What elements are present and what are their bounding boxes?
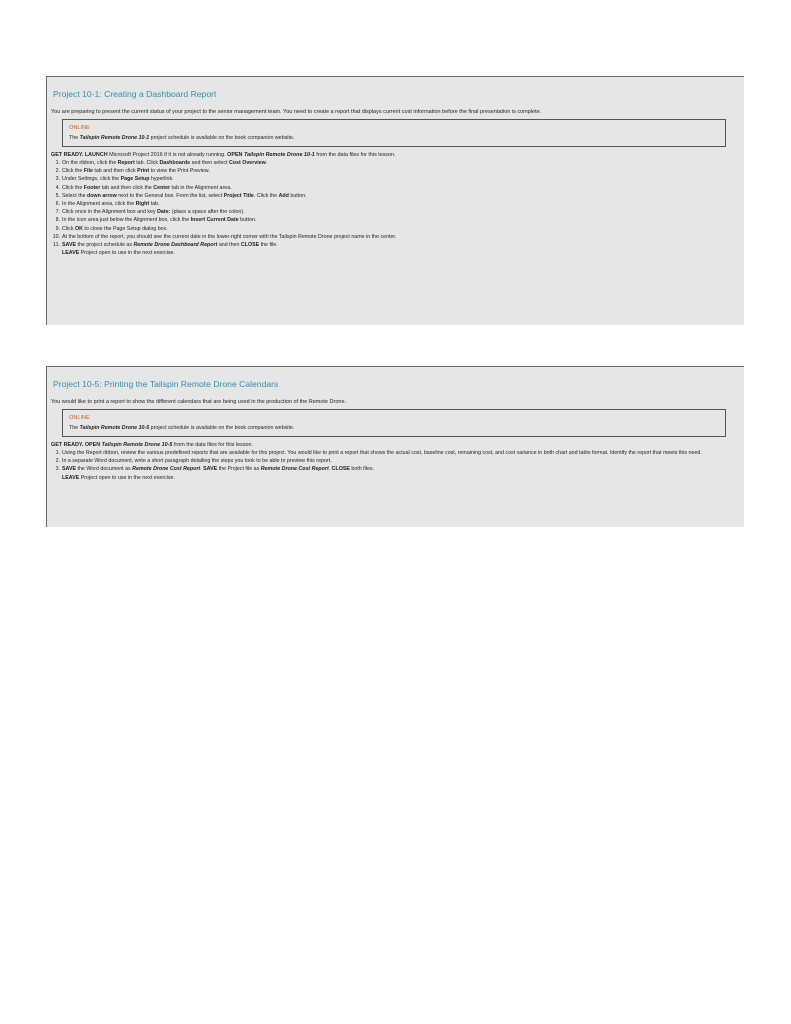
step-text — [62, 200, 738, 208]
project-10-1-section — [46, 76, 744, 325]
step-text-part: At the bottom of the report, you should see the current date in the lower-right corner with the Tailspin Remote Drone project name in the center. — [62, 233, 397, 240]
step-text-part: both files. — [349, 466, 375, 473]
step-number: 7. — [55, 209, 60, 216]
step-text-part: and then — [217, 242, 241, 249]
step-item — [51, 208, 738, 216]
step-text — [62, 457, 738, 465]
step-number: 9. — [55, 225, 60, 232]
step-text-part: next to the General box. From the list, select — [116, 192, 224, 199]
step-text-part: Click the — [62, 184, 84, 191]
leave-keyword: LEAVE — [62, 250, 80, 257]
step-item — [51, 241, 738, 249]
step-number: 11. — [53, 242, 60, 249]
step-number: 6. — [55, 201, 60, 208]
steps-list — [51, 159, 738, 249]
online-text-post: project schedule is available on the book companion website. — [149, 135, 295, 141]
step-text — [62, 175, 738, 183]
step-text — [62, 216, 738, 224]
step-number: 1. — [55, 450, 60, 456]
step-bold-term: File — [83, 168, 93, 175]
step-bold-term: Report — [117, 160, 135, 166]
step-text-part: and then select — [190, 160, 229, 166]
step-text-part: In a separate Word document, write a short paragraph detailing the steps you took to be able to preview this report. — [62, 458, 332, 465]
step-item — [51, 225, 738, 233]
step-item — [51, 233, 738, 241]
step-bold-term: Print — [137, 168, 150, 175]
get-ready-open: GET READY. OPEN — [51, 442, 101, 448]
step-item — [51, 175, 738, 183]
get-ready-text: Microsoft Project 2016 if it is not already running. — [107, 152, 228, 158]
step-text-part: the project schedule as — [76, 242, 134, 249]
step-number: 5. — [55, 192, 60, 199]
project-10-5-section — [46, 366, 744, 527]
step-bold-term: SAVE — [62, 466, 77, 473]
step-file-name: Remote Drone Dashboard Report — [133, 242, 218, 249]
online-callout — [62, 119, 726, 147]
steps-list — [51, 449, 738, 474]
get-ready-launch: GET READY. LAUNCH — [51, 152, 108, 158]
step-bold-term: Add — [278, 192, 289, 199]
step-text-part: hyperlink. — [149, 176, 174, 183]
get-ready-file-name: Tailspin Remote Drone 10-1 — [243, 152, 315, 158]
step-text-part: to close the Page Setup dialog box. — [82, 225, 168, 232]
step-text — [62, 233, 738, 241]
step-text-part: button. — [238, 217, 257, 224]
step-text — [62, 241, 738, 249]
step-text-part: to view the Print Preview. — [149, 168, 210, 175]
online-file-name: Tailspin Remote Drone 10-5 — [79, 425, 150, 431]
leave-instruction — [62, 249, 738, 257]
step-bold-term: Center — [153, 184, 171, 191]
online-file-name: Tailspin Remote Drone 10-1 — [79, 135, 150, 141]
step-text-part: On the ribbon, click the — [62, 160, 118, 166]
step-item — [51, 192, 738, 200]
step-item — [51, 216, 738, 224]
step-number: 3. — [55, 466, 60, 473]
step-number: 10. — [52, 233, 60, 240]
step-text — [62, 159, 738, 167]
get-ready-file-name: Tailspin Remote Drone 10-5 — [101, 442, 173, 448]
leave-text: Project open to use in the next exercise. — [79, 250, 175, 257]
step-text-part: the Project file as — [217, 466, 261, 473]
step-text — [62, 208, 738, 216]
step-text — [62, 465, 738, 473]
project-intro: You are preparing to present the current status of your project to the senior management team. You need to create a report that displays current cost information before the final presentation is complete. — [51, 109, 542, 115]
online-text — [69, 133, 719, 143]
step-text — [62, 184, 738, 192]
step-text-part: In the icon area just below the Alignment box, click the — [62, 217, 191, 224]
online-label: ONLINE — [69, 125, 90, 131]
step-bold-term: Page Setup — [120, 176, 150, 183]
step-text-part: Click once in the Alignment box and key — [62, 209, 158, 216]
online-text — [69, 423, 719, 433]
step-bold-term: Cost Overview — [228, 160, 266, 166]
online-text-pre: The — [69, 135, 80, 141]
step-number: 8. — [55, 217, 60, 224]
step-bold-term: OK — [74, 225, 83, 232]
step-text-part: tab. — [149, 201, 160, 208]
step-item — [51, 159, 738, 167]
online-label: ONLINE — [69, 415, 90, 421]
step-text-part: . Click the — [253, 192, 279, 199]
step-bold-term: SAVE — [62, 242, 77, 249]
leave-text: Project open to use in the next exercise. — [79, 474, 175, 481]
get-ready-instruction — [51, 151, 738, 159]
step-number: 4. — [55, 184, 60, 191]
step-file-name: Remote Drone Cost Report — [132, 466, 201, 473]
step-text-part: . — [328, 466, 332, 473]
leave-instruction — [62, 474, 738, 482]
step-item — [51, 200, 738, 208]
step-text-part: tab in the Alignment area. — [170, 184, 232, 191]
step-text-part: (place a space after the colon). — [170, 209, 245, 216]
step-text-part: In the Alignment area, click the — [62, 201, 136, 208]
step-bold-term: CLOSE — [240, 242, 260, 249]
step-text-part: Click the — [62, 168, 84, 175]
step-bold-term: Right — [135, 201, 150, 208]
step-text-part: . — [265, 160, 268, 166]
step-text — [62, 449, 738, 457]
online-text-post: project schedule is available on the book companion website. — [149, 425, 295, 431]
step-text-part: tab and then click — [92, 168, 138, 175]
step-item — [51, 167, 738, 175]
get-ready-instruction — [51, 441, 738, 449]
step-bold-term: SAVE — [203, 466, 218, 473]
step-text — [62, 167, 738, 175]
step-bold-term: Date: — [157, 209, 171, 216]
step-item — [51, 449, 738, 457]
step-text-part: the Word document as — [76, 466, 133, 473]
get-ready-open: OPEN — [227, 152, 243, 158]
step-text-part: button. — [288, 192, 307, 199]
step-text-part: Using the Report ribbon, review the various predefined reports that are available for this project. You would like to print a report that shows the actual cost, baseline cost, remaining cost, and cost variance in both chart and table format. Identify the report that meets this need. — [62, 450, 702, 456]
get-ready-text-end: from the data files for this lesson. — [172, 442, 254, 448]
step-bold-term: Project Title — [223, 192, 254, 199]
step-file-name: Remote Drone Cost Report — [260, 466, 329, 473]
step-bold-term: down arrow — [87, 192, 117, 199]
step-bold-term: Dashboards — [159, 160, 191, 166]
online-callout — [62, 409, 726, 437]
get-ready-text-end: from the data files for this lesson. — [314, 152, 396, 158]
step-text-part: tab and then click the — [100, 184, 154, 191]
step-number: 2. — [55, 458, 60, 465]
step-bold-term: CLOSE — [331, 466, 350, 473]
step-item — [51, 457, 738, 465]
project-title: Project 10-1: Creating a Dashboard Report — [53, 89, 217, 99]
step-text-part: Under Settings, click the — [62, 176, 121, 183]
step-text — [62, 225, 738, 233]
online-text-pre: The — [69, 425, 80, 431]
step-text-part: Click — [62, 225, 75, 232]
step-item — [51, 184, 738, 192]
leave-keyword: LEAVE — [62, 474, 80, 481]
step-number: 2. — [55, 168, 60, 175]
project-intro: You would like to print a report to show the different calendars that are being used in the production of the Remote Drone. — [51, 399, 347, 405]
project-title: Project 10-5: Printing the Tailspin Remote Drone Calendars — [53, 379, 279, 389]
step-bold-term: Footer — [83, 184, 101, 191]
step-text-part: tab. Click — [134, 160, 160, 166]
step-bold-term: Insert Current Date — [190, 217, 239, 224]
step-text-part: Select the — [62, 192, 88, 199]
step-number: 3. — [55, 176, 60, 183]
step-text — [62, 192, 738, 200]
step-text-part: the file. — [259, 242, 278, 249]
step-item — [51, 465, 738, 473]
step-text-part: . — [200, 466, 204, 473]
step-number: 1. — [55, 160, 60, 166]
